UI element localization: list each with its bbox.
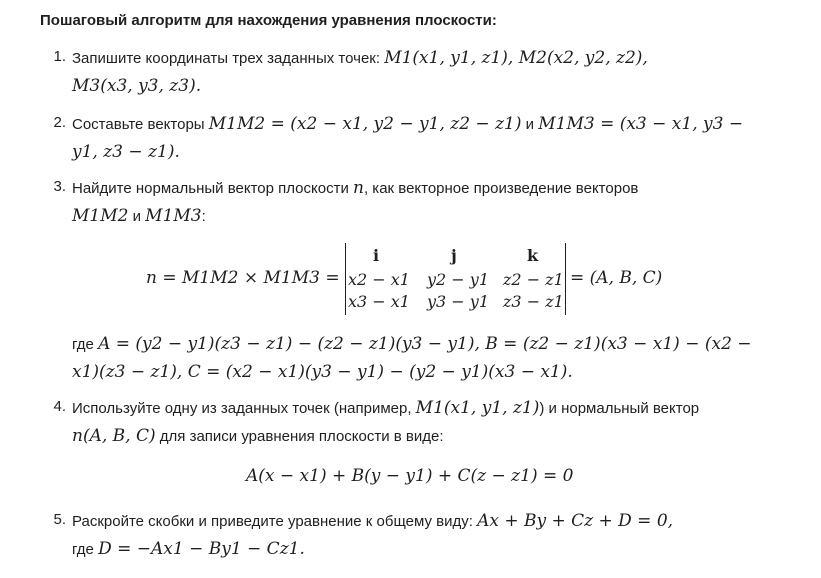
step-text: и (521, 116, 539, 133)
math-expression: y1, z3 − z1). (72, 142, 180, 162)
math-expression: M (384, 48, 402, 68)
determinant-bar-left (345, 243, 346, 315)
step-number: 4. (53, 398, 66, 415)
math-expression: n(A, B, C) (72, 426, 156, 446)
math-expression: A = (y2 − y1)(z3 − z1) − (z2 − z1)(y3 − y1), B = (z2 − z1)(x3 − x1) − (x2 − (98, 334, 752, 354)
math-expression: M1M2 (72, 206, 129, 226)
math-expression: Ax + By + Cz + D = 0, (477, 511, 674, 531)
math-expression: 1(x1, y1, z1), (401, 48, 519, 68)
math-expression: M1(x1, y1, z1) (415, 398, 540, 418)
math-expression: M1M3 = (x3 − x1, y3 − (538, 114, 744, 134)
math-expression: M3(x3, y3, z3). (72, 76, 202, 96)
math-expression: n (353, 178, 364, 198)
step-text: где (72, 541, 99, 558)
matrix-cell: x3 − x1 (348, 292, 410, 311)
math-expression: x1)(z3 − z1), C = (x2 − x1)(y3 − y1) − (y2 − y1)(x3 − x1). (72, 362, 573, 382)
step-number: 3. (53, 178, 66, 195)
matrix-cell: j (451, 246, 457, 265)
step-text: , как векторное произведение векторов (363, 180, 639, 197)
plane-equation: A(x − x1) + B(y − y1) + C(z − z1) = 0 (246, 466, 574, 486)
determinant-matrix (345, 243, 566, 315)
matrix-cell: y2 − y1 (427, 270, 490, 289)
step-text: Раскройте скобки и приведите уравнение к общему виду: (72, 513, 478, 530)
step-text: Найдите нормальный вектор плоскости (72, 180, 354, 197)
step-text: где (72, 336, 99, 353)
step-text: Составьте векторы (72, 116, 209, 133)
matrix-cell: k (527, 246, 539, 265)
step-text: ) и нормальный вектор (539, 400, 700, 417)
step-text: Используйте одну из заданных точек (например, (72, 400, 416, 417)
math-expression: M2(x2, y2, z2), (518, 48, 648, 68)
math-expression: M1M2 = (x2 − x1, y2 − y1, z2 − z1) (208, 114, 522, 134)
determinant-bar-right (565, 243, 566, 315)
matrix-cell: z3 − z1 (503, 292, 564, 311)
step-text: для записи уравнения плоскости в виде: (155, 428, 444, 445)
step-text: и (128, 208, 146, 225)
step-number: 2. (53, 114, 66, 131)
step-number: 1. (53, 48, 66, 65)
step-number: 5. (53, 511, 66, 528)
math-expression: D = −Ax1 − By1 − Cz1. (98, 539, 305, 559)
cross-product-lhs: n = M1M2 × M1M3 = (146, 268, 340, 288)
page-title: Пошаговый алгоритм для нахождения уравнения плоскости: (40, 12, 497, 29)
math-expression: M1M3 (145, 206, 202, 226)
matrix-cell: z2 − z1 (503, 270, 564, 289)
matrix-cell: y3 − y1 (427, 292, 490, 311)
step-text: : (201, 208, 206, 225)
step-text: Запишите координаты трех заданных точек: (72, 50, 385, 67)
cross-product-rhs: = (A, B, C) (570, 268, 663, 288)
matrix-cell: i (373, 246, 380, 265)
matrix-cell: x2 − x1 (348, 270, 410, 289)
